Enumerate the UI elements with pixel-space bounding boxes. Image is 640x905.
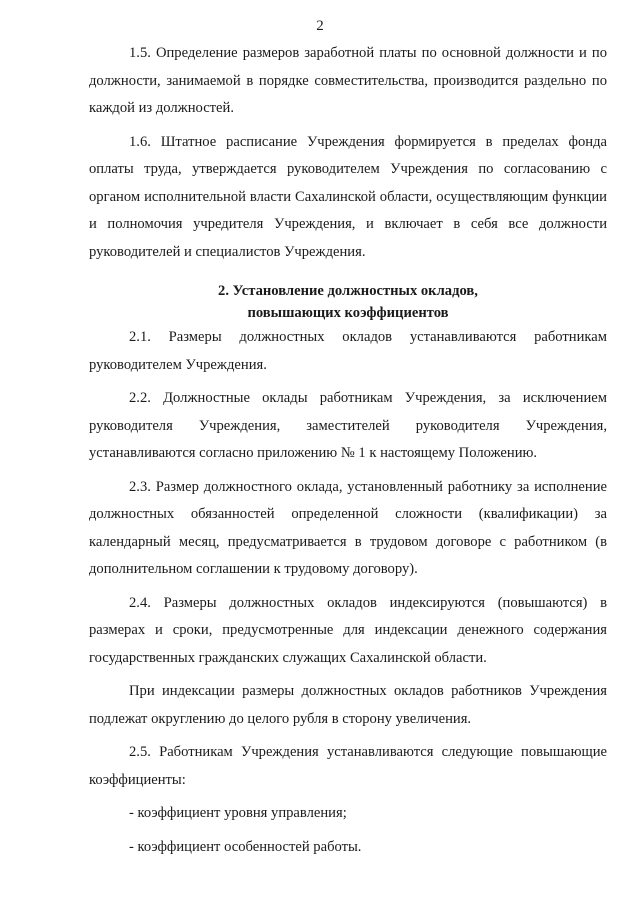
list-item-work-specifics: - коэффициент особенностей работы. — [129, 838, 362, 855]
page-number: 2 — [316, 18, 324, 34]
list-item-management-level: - коэффициент уровня управления; — [129, 805, 347, 821]
paragraph-2-1: 2.1. Размеры должностных окладов устанавливаются работникам руководителем Учреждения. — [89, 329, 607, 373]
paragraph-2-4: 2.4. Размеры должностных окладов индексируются (повышаются) в размерах и сроки, предусмотренные для индексации денежного содержания государственных гражданских служащих Сахалинской области. — [89, 594, 607, 666]
paragraph-2-2: 2.2. Должностные оклады работникам Учреждения, за исключением руководителя Учреждения, заместителей руководителя Учреждения, устанавливаются согласно приложению № 1 к настоящему Положению. — [89, 390, 607, 461]
document-body — [89, 40, 607, 861]
paragraph-2-5: 2.5. Работникам Учреждения устанавливаются следующие повышающие коэффициенты: — [89, 744, 607, 788]
section-heading-line-1: 2. Установление должностных окладов, — [218, 283, 478, 299]
section-heading-line-2: повышающих коэффициентов — [247, 305, 449, 321]
paragraph-1-6: 1.6. Штатное расписание Учреждения формируется в пределах фонда оплаты труда, утверждается руководителем Учреждения по согласованию с органом исполнительной власти Сахалинской области, осуществляющим функции и полномочия учредителя Учреждения, и включает в себя все должности руководителей и специалистов Учреждения. — [89, 133, 607, 260]
paragraph-1-5: 1.5. Определение размеров заработной платы по основной должности и по должности, занимаемой в порядке совместительства, производится раздельно по каждой из должностей. — [89, 45, 607, 116]
paragraph-2-3: 2.3. Размер должностного оклада, установленный работнику за исполнение должностных обязанностей определенной сложности (квалификации) за календарный месяц, предусматривается в трудовом договоре с работником (в дополнительном соглашении к трудовому договору). — [89, 478, 607, 577]
paragraph-indexation: При индексации размеры должностных окладов работников Учреждения подлежат округлению до целого рубля в сторону увеличения. — [89, 683, 607, 727]
section-heading — [89, 280, 607, 324]
